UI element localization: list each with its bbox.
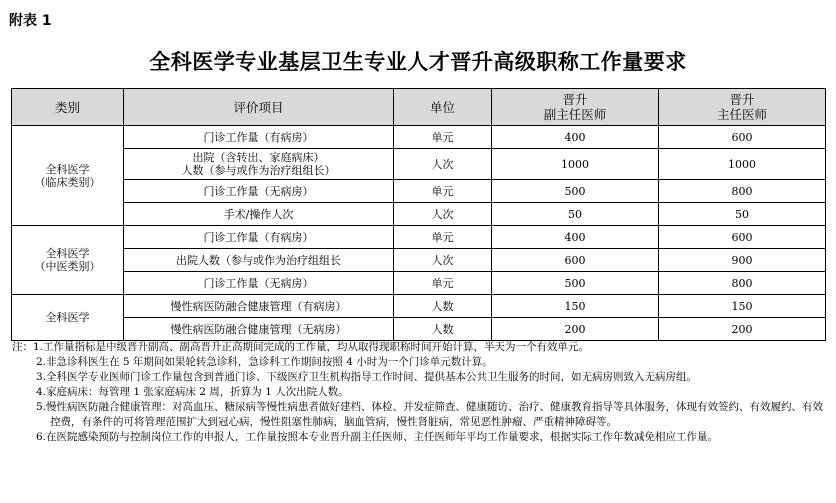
category-cell: 全科医学 xyxy=(12,295,124,341)
item-cell: 门诊工作量（有病房） xyxy=(124,126,394,149)
table-row xyxy=(12,249,826,272)
table-row xyxy=(12,318,826,341)
table-row xyxy=(12,180,826,203)
note-item: 3.全科医学专业医师门诊工作量包含到普通门诊、下级医疗卫生机构指导工作时间、提供基本公共卫生服务的时间，如无病房则致入无病房组。 xyxy=(36,371,698,383)
unit-cell: 人次 xyxy=(394,149,492,180)
chief-value-cell: 1000 xyxy=(659,149,826,180)
table-row xyxy=(12,295,826,318)
appendix-label: 附表 1 xyxy=(9,13,52,29)
chief-value-cell: 600 xyxy=(659,126,826,149)
chief-value-cell: 800 xyxy=(659,180,826,203)
table-header-row xyxy=(12,89,826,126)
deputy-value-cell: 400 xyxy=(492,226,659,249)
unit-cell: 单元 xyxy=(394,226,492,249)
item-cell: 手术/操作人次 xyxy=(124,203,394,226)
table-row xyxy=(12,226,826,249)
chief-value-cell: 900 xyxy=(659,249,826,272)
item-cell: 慢性病医防融合健康管理（无病房） xyxy=(124,318,394,341)
note-item: 4.家庭病床：每管理 1 张家庭病床 2 周，折算为 1 人次出院人数。 xyxy=(36,386,349,398)
table-row xyxy=(12,203,826,226)
item-cell: 慢性病医防融合健康管理（有病房） xyxy=(124,295,394,318)
item-cell: 门诊工作量（有病房） xyxy=(124,226,394,249)
item-cell: 出院（含转出、家庭病床） 人数（参与或作为治疗组组长） xyxy=(124,149,394,180)
unit-cell: 单元 xyxy=(394,180,492,203)
deputy-value-cell: 400 xyxy=(492,126,659,149)
unit-cell: 单元 xyxy=(394,272,492,295)
unit-cell: 人数 xyxy=(394,318,492,341)
deputy-value-cell: 150 xyxy=(492,295,659,318)
table-row xyxy=(12,126,826,149)
deputy-value-cell: 1000 xyxy=(492,149,659,180)
page-title: 全科医学专业基层卫生专业人才晋升高级职称工作量要求 xyxy=(149,50,687,74)
unit-cell: 单元 xyxy=(394,126,492,149)
unit-cell: 人数 xyxy=(394,295,492,318)
item-cell: 门诊工作量（无病房） xyxy=(124,272,394,295)
item-cell: 门诊工作量（无病房） xyxy=(124,180,394,203)
chief-value-cell: 50 xyxy=(659,203,826,226)
unit-cell: 人次 xyxy=(394,203,492,226)
chief-value-cell: 600 xyxy=(659,226,826,249)
note-item: 2.非急诊科医生在 5 年期间如果轮转急诊科，急诊科工作期间按照 4 小时为一个门诊单元数计算。 xyxy=(36,356,493,368)
header-category: 类别 xyxy=(12,89,124,126)
table-row xyxy=(12,149,826,180)
header-chief: 晋升 主任医师 xyxy=(659,89,826,126)
table-row xyxy=(12,272,826,295)
workload-table xyxy=(11,88,826,341)
deputy-value-cell: 600 xyxy=(492,249,659,272)
deputy-value-cell: 500 xyxy=(492,180,659,203)
chief-value-cell: 200 xyxy=(659,318,826,341)
header-deputy: 晋升 副主任医师 xyxy=(492,89,659,126)
header-unit: 单位 xyxy=(394,89,492,126)
chief-value-cell: 150 xyxy=(659,295,826,318)
item-cell: 出院人数（参与或作为治疗组组长 xyxy=(124,249,394,272)
header-item: 评价项目 xyxy=(124,89,394,126)
note-item: 6.在医院感染预防与控制岗位工作的申报人，工作量按照本专业晋升副主任医师、主任医师年平均工作量要求，根据实际工作年数减免相应工作量。 xyxy=(36,431,719,443)
note-item: 注：1.工作量指标是中级晋升副高、副高晋升正高期间完成的工作量，均从取得现职称时间开始计算，半天为一个有效单元。 xyxy=(12,341,590,353)
deputy-value-cell: 200 xyxy=(492,318,659,341)
chief-value-cell: 800 xyxy=(659,272,826,295)
category-cell: 全科医学 （临床类别） xyxy=(12,126,124,226)
deputy-value-cell: 50 xyxy=(492,203,659,226)
deputy-value-cell: 500 xyxy=(492,272,659,295)
category-cell: 全科医学 （中医类别） xyxy=(12,226,124,295)
unit-cell: 人次 xyxy=(394,249,492,272)
note-item: 5.慢性病医防融合健康管理：对高血压、糖尿病等慢性病患者做好建档、体检、并发症筛查、健康随访、治疗、健康教育指导等具体服务，体现有效签约、有效履约、有效控费，有条件的可将管理范围扩大到冠心病，慢性阻塞性肺病，脑血管病，慢性肾脏病，常见恶性肿瘤、严重精神障碍等。 xyxy=(36,401,824,428)
notes-section xyxy=(12,340,828,445)
